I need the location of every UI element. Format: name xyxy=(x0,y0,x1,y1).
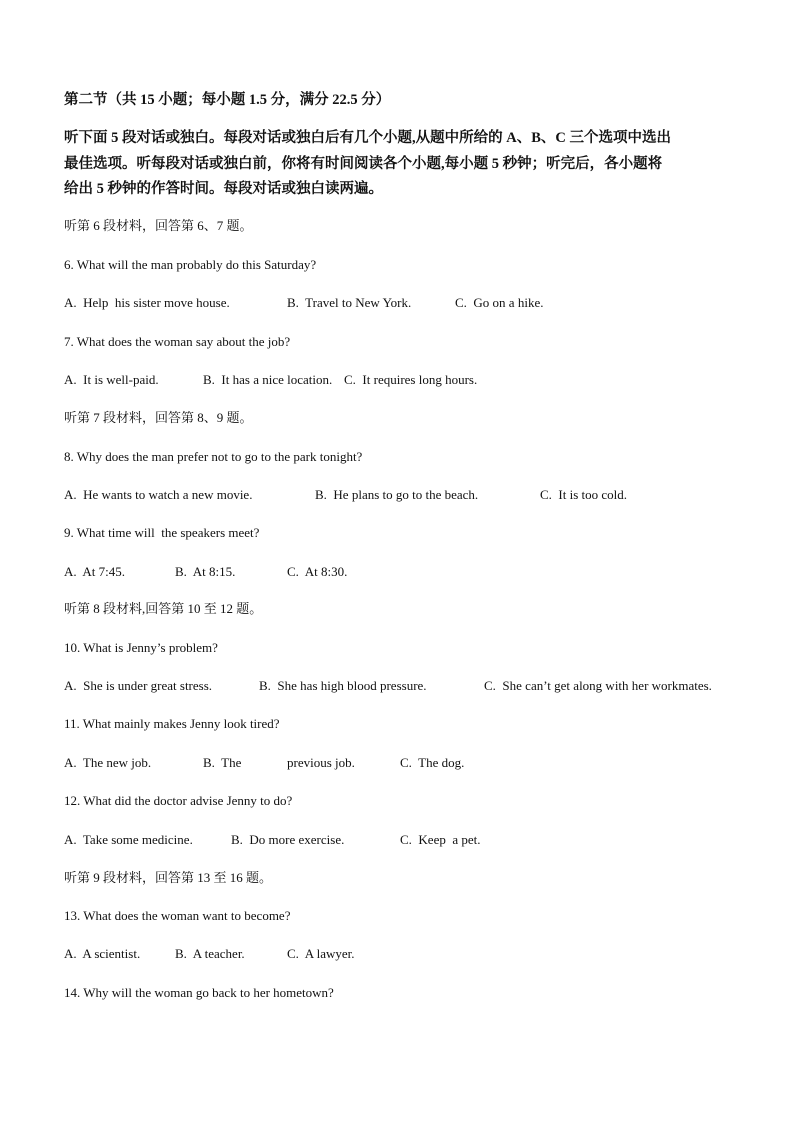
q7-option-a: A. It is well-paid. xyxy=(64,372,159,387)
q12-option-a: A. Take some medicine. xyxy=(64,832,193,847)
q8-option-b: B. He plans to go to the beach. xyxy=(315,487,479,502)
q13-option-a: A. A scientist. xyxy=(64,946,141,961)
q9-option-a: A. At 7:45. xyxy=(64,564,126,579)
q8-option-c: C. It is too cold. xyxy=(540,487,628,502)
question-7: 7. What does the woman say about the job? xyxy=(64,334,291,349)
question-14: 14. Why will the woman go back to her hometown? xyxy=(64,985,334,1000)
q11-option-c: C. The dog. xyxy=(400,755,465,770)
q7-option-b: B. It has a nice location. xyxy=(203,372,333,387)
q11-option-a: A. The new job. xyxy=(64,755,152,770)
q8-option-a: A. He wants to watch a new movie. xyxy=(64,487,253,502)
q6-option-a: A. Help his sister move house. xyxy=(64,295,230,310)
question-11: 11. What mainly makes Jenny look tired? xyxy=(64,716,280,731)
q13-option-c: C. A lawyer. xyxy=(287,946,355,961)
q7-option-c: C. It requires long hours. xyxy=(344,372,478,387)
material-6-heading: 听第 6 段材料，回答第 6、7 题。 xyxy=(64,218,253,233)
q9-option-b: B. At 8:15. xyxy=(175,564,236,579)
question-6: 6. What will the man probably do this Saturday? xyxy=(64,257,317,272)
question-9: 9. What time will the speakers meet? xyxy=(64,525,260,540)
q9-option-c: C. At 8:30. xyxy=(287,564,348,579)
q12-option-b: B. Do more exercise. xyxy=(231,832,345,847)
material-7-heading: 听第 7 段材料，回答第 8、9 题。 xyxy=(64,410,253,425)
q11-option-b-continued: previous job. xyxy=(287,755,355,770)
section-title: 第二节（共 15 小题；每小题 1.5 分，满分 22.5 分） xyxy=(64,92,391,108)
question-12: 12. What did the doctor advise Jenny to do? xyxy=(64,793,293,808)
q6-option-c: C. Go on a hike. xyxy=(455,295,544,310)
question-8: 8. Why does the man prefer not to go to the park tonight? xyxy=(64,449,363,464)
question-10: 10. What is Jenny’s problem? xyxy=(64,640,218,655)
q10-option-b: B. She has high blood pressure. xyxy=(259,678,427,693)
q10-option-a: A. She is under great stress. xyxy=(64,678,213,693)
q12-option-c: C. Keep a pet. xyxy=(400,832,481,847)
q6-option-b: B. Travel to New York. xyxy=(287,295,412,310)
question-13: 13. What does the woman want to become? xyxy=(64,908,291,923)
instructions-line-3: 给出 5 秒钟的作答时间。每段对话或独白读两遍。 xyxy=(64,181,383,197)
instructions-line-2: 最佳选项。听每段对话或独白前，你将有时间阅读各个小题,每小题 5 秒钟；听完后，各小题将 xyxy=(64,156,663,172)
q10-option-c: C. She can’t get along with her workmates. xyxy=(484,678,712,693)
material-9-heading: 听第 9 段材料，回答第 13 至 16 题。 xyxy=(64,870,273,885)
q13-option-b: B. A teacher. xyxy=(175,946,245,961)
q11-option-b: B. The xyxy=(203,755,242,770)
instructions-line-1: 听下面 5 段对话或独白。每段对话或独白后有几个小题,从题中所给的 A、B、C 三个选项中选出 xyxy=(64,130,671,146)
material-8-heading: 听第 8 段材料,回答第 10 至 12 题。 xyxy=(64,601,263,616)
